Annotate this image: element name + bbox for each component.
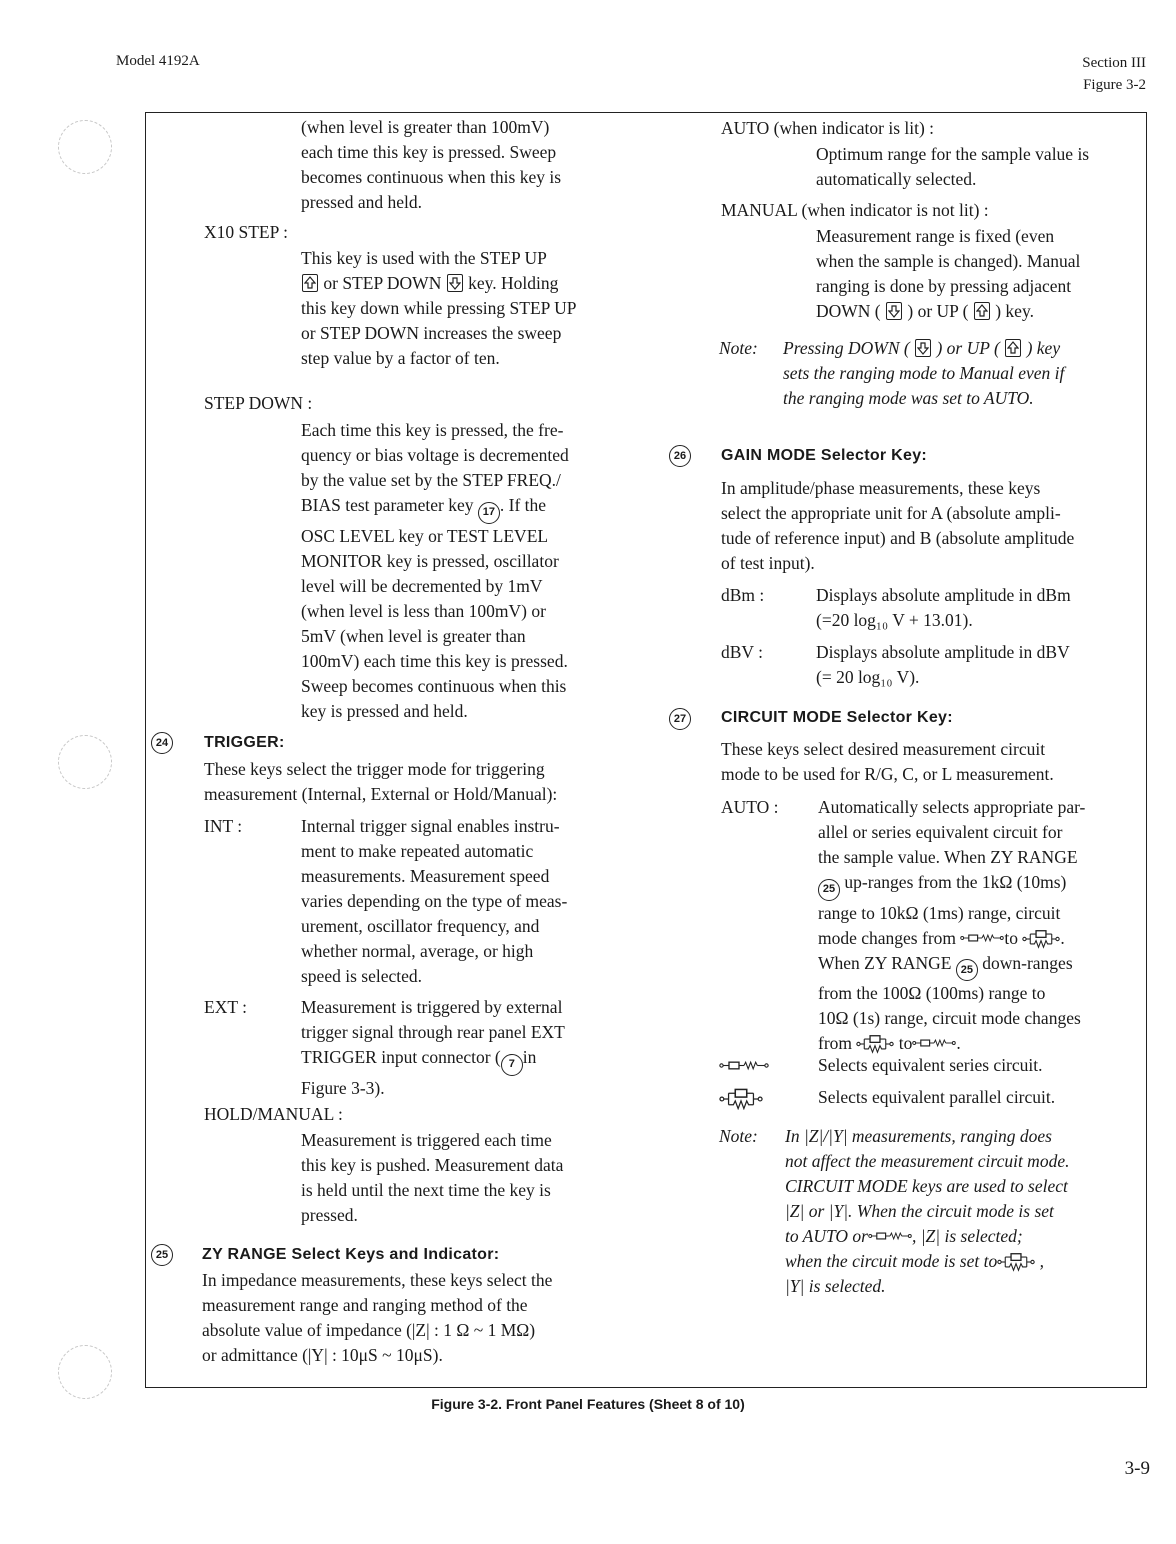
text-line: from to . (818, 1033, 961, 1053)
parallel-circuit-icon (997, 1252, 1035, 1272)
text-line: measurement range and ranging method of the (202, 1295, 528, 1315)
text-line: when the sample is changed). Manual (816, 251, 1081, 271)
circuit-auto-label: AUTO : (721, 797, 779, 817)
text-line: from the 100Ω (100ms) range to (818, 983, 1046, 1003)
text-line: not affect the measurement circuit mode. (785, 1151, 1070, 1171)
text-span: to (1004, 927, 1019, 948)
circuit-mode-heading: CIRCUIT MODE Selector Key: (721, 709, 953, 726)
text-span: ) or UP ( (936, 338, 1000, 358)
text-line: Internal trigger signal enables instru- (301, 816, 560, 836)
callout-24: 24 (151, 732, 173, 754)
hold-manual-description (301, 1128, 625, 1228)
text-line: each time this key is pressed. Sweep (301, 142, 557, 162)
text-line: Automatically selects appropriate par- (818, 797, 1086, 817)
text-line: sets the ranging mode to Manual even if (783, 363, 1065, 383)
text-line: level will be decremented by 1mV (301, 575, 543, 596)
callout-25-icon: 25 (818, 879, 840, 901)
text-span: When ZY RANGE (818, 952, 952, 973)
parallel-circuit-icon (856, 1034, 894, 1054)
text-line: this key is pushed. Measurement data (301, 1155, 564, 1175)
text-line: of test input). (721, 553, 815, 573)
manual-label: MANUAL (when indicator is not lit) : (721, 200, 989, 220)
zy-range-description (202, 1268, 625, 1368)
text-line: In impedance measurements, these keys select the (202, 1270, 553, 1290)
text-line: |Y| is selected. (785, 1276, 886, 1296)
text-span: TRIGGER input connector ( (301, 1047, 501, 1067)
series-circuit-symbol-icon (719, 1059, 769, 1072)
text-line: measurements. Measurement speed (301, 866, 550, 886)
text-line: by the value set by the STEP FREQ./ (301, 470, 561, 490)
int-description (301, 814, 625, 989)
text-line: pressed and held. (301, 192, 423, 212)
text-span: or STEP DOWN (323, 273, 442, 293)
step-down-key-icon (447, 274, 463, 292)
text-line: Optimum range for the sample value is (816, 144, 1090, 164)
text-line: becomes continuous when this key is (301, 167, 562, 187)
x10-step-label: X10 STEP : (204, 222, 288, 242)
text-line: measurement (Internal, External or Hold/Manual): (204, 784, 558, 804)
text-line: In amplitude/phase measurements, these keys (721, 478, 1041, 498)
dbv-label: dBV : (721, 642, 763, 662)
text-line: (= 20 log₁₀ V). (816, 667, 920, 687)
parallel-circuit-symbol-icon (719, 1088, 763, 1110)
gain-mode-description (721, 476, 1139, 576)
text-line: this key down while pressing STEP UP (301, 298, 577, 318)
text-line (818, 870, 1139, 901)
header-section (1082, 52, 1146, 96)
text-line: ment to make repeated automatic (301, 841, 534, 861)
series-circuit-icon (868, 1230, 912, 1242)
note2-label: Note: (719, 1126, 758, 1146)
text-line: Measurement range is fixed (even (816, 226, 1055, 246)
binder-hole-bottom (58, 1345, 112, 1399)
text-line: or admittance (|Y| : 10μS ~ 10μS). (202, 1345, 443, 1365)
text-line (301, 1045, 625, 1076)
text-line (301, 493, 625, 524)
step-up-key-icon (302, 274, 318, 292)
text-line: step value by a factor of ten. (301, 348, 500, 368)
note-ranging (783, 336, 1139, 411)
circuit-auto-description (818, 795, 1139, 1056)
ext-description (301, 995, 625, 1101)
parallel-circuit-text (818, 1085, 1055, 1110)
text-span: DOWN ( (816, 301, 881, 321)
text-span: Selects equivalent parallel circuit. (818, 1087, 1056, 1107)
text-line: These keys select the trigger mode for triggering (204, 759, 545, 779)
dbv-description (816, 640, 1139, 690)
trigger-intro (204, 757, 625, 807)
text-span: Selects equivalent series circuit. (818, 1055, 1043, 1075)
text-line: quency or bias voltage is decremented (301, 445, 569, 465)
int-label: INT : (204, 816, 243, 836)
text-span: to AUTO or (785, 1226, 868, 1246)
page-number: 3-9 (1124, 1458, 1150, 1479)
text-line: pressed. (301, 1205, 358, 1225)
text-line: tude of reference input) and B (absolute amplitude (721, 528, 1075, 548)
parallel-circuit-icon (1022, 929, 1060, 949)
text-line: CIRCUIT MODE keys are used to select (785, 1176, 1068, 1196)
text-line: when the circuit mode is set to , (785, 1251, 1044, 1271)
up-key-icon (1005, 339, 1021, 357)
circuit-mode-description (721, 737, 1139, 787)
zy-range-heading: ZY RANGE Select Keys and Indicator: (202, 1246, 500, 1263)
down-key-icon (915, 339, 931, 357)
text-span: mode changes from (818, 927, 957, 948)
text-line (783, 336, 1139, 361)
binder-hole-top (58, 120, 112, 174)
text-line: the sample value. When ZY RANGE (818, 847, 1078, 867)
note-circuit-mode (785, 1124, 1139, 1299)
text-line: key is pressed and held. (301, 700, 468, 721)
text-line: (=20 log₁₀ V + 13.01). (816, 610, 973, 630)
binder-hole-middle (58, 735, 112, 789)
text-line: automatically selected. (816, 169, 977, 189)
text-line: whether normal, average, or high (301, 941, 534, 961)
text-line: allel or series equivalent circuit for (818, 822, 1063, 842)
text-line: These keys select desired measurement circuit (721, 739, 1046, 759)
text-line (816, 299, 1139, 324)
text-line: 5mV (when level is greater than (301, 625, 526, 646)
text-line: Displays absolute amplitude in dBV (816, 642, 1070, 662)
callout-25: 25 (151, 1244, 173, 1266)
continued-paragraph (301, 115, 625, 215)
dbm-description (816, 583, 1139, 633)
text-line: Measurement is triggered by external (301, 997, 563, 1017)
text-line: (when level is greater than 100mV) (301, 117, 550, 137)
trigger-heading: TRIGGER: (204, 734, 285, 751)
text-span: Pressing DOWN ( (783, 338, 910, 358)
text-line: Each time this key is pressed, the fre- (301, 420, 564, 440)
text-line (785, 1224, 1139, 1249)
manual-description (816, 224, 1139, 324)
text-line: or STEP DOWN increases the sweep (301, 323, 562, 343)
text-line: Sweep becomes continuous when this (301, 675, 567, 696)
text-span: key. Holding (468, 273, 559, 293)
step-down-label: STEP DOWN : (204, 393, 313, 413)
gain-mode-heading: GAIN MODE Selector Key: (721, 447, 928, 464)
text-line: Figure 3-3). (301, 1077, 385, 1098)
step-down-description (301, 418, 625, 724)
text-line (818, 951, 1139, 982)
hold-manual-label: HOLD/MANUAL : (204, 1104, 343, 1124)
text-span: ) key. (995, 301, 1034, 321)
text-line (301, 271, 625, 296)
x10-step-description (301, 246, 625, 371)
text-span: in (522, 1047, 537, 1067)
text-line: Measurement is triggered each time (301, 1130, 552, 1150)
series-circuit-icon (960, 932, 1004, 944)
text-line: Displays absolute amplitude in dBm (816, 585, 1071, 605)
header-model: Model 4192A (116, 53, 200, 69)
text-line: (when level is less than 100mV) or (301, 600, 546, 621)
callout-25-icon: 25 (956, 959, 978, 981)
auto-label: AUTO (when indicator is lit) : (721, 118, 935, 138)
text-line: the ranging mode was set to AUTO. (783, 388, 1034, 408)
text-span: when the circuit mode is set to (785, 1251, 998, 1271)
ext-label: EXT : (204, 997, 247, 1017)
text-line: OSC LEVEL key or TEST LEVEL (301, 525, 549, 546)
text-line: mode changes from to . (818, 927, 1065, 948)
header-figure-label: Figure 3-2 (1083, 77, 1146, 93)
text-line: speed is selected. (301, 966, 422, 986)
text-line: absolute value of impedance (|Z| : 1 Ω ~ 1 MΩ) (202, 1320, 536, 1340)
text-line: select the appropriate unit for A (absolute ampli- (721, 503, 1061, 523)
text-span: up-ranges from the 1kΩ (10ms) (844, 872, 1067, 892)
text-line: varies depending on the type of meas- (301, 891, 568, 911)
text-line: ranging is done by pressing adjacent (816, 276, 1072, 296)
text-span: . If the (499, 495, 547, 515)
text-line: urement, oscillator frequency, and (301, 916, 540, 936)
dbm-label: dBm : (721, 585, 765, 605)
text-span: , |Z| is selected; (912, 1226, 1023, 1246)
series-circuit-icon (912, 1037, 956, 1049)
text-span: down-ranges (982, 952, 1073, 973)
text-line: is held until the next time the key is (301, 1180, 551, 1200)
callout-7-icon: 7 (501, 1054, 523, 1076)
text-line: 10Ω (1s) range, circuit mode changes (818, 1008, 1081, 1028)
series-circuit-text (818, 1053, 1043, 1078)
text-line: range to 10kΩ (1ms) range, circuit (818, 902, 1061, 923)
text-line: trigger signal through rear panel EXT (301, 1022, 565, 1042)
text-line: 100mV) each time this key is pressed. (301, 650, 568, 671)
text-line: In |Z|/|Y| measurements, ranging does (785, 1126, 1052, 1146)
callout-17-icon: 17 (478, 502, 500, 524)
text-span: to (898, 1033, 913, 1053)
note-label: Note: (719, 338, 758, 358)
text-span: BIAS test parameter key (301, 495, 474, 515)
text-line: This key is used with the STEP UP (301, 248, 547, 268)
up-key-icon (974, 302, 990, 320)
text-span: ) key (1026, 338, 1061, 358)
text-line: |Z| or |Y|. When the circuit mode is set (785, 1201, 1054, 1221)
auto-description (816, 142, 1139, 192)
figure-caption: Figure 3-2. Front Panel Features (Sheet 8 of 10) (431, 1396, 745, 1412)
header-section-label: Section III (1082, 55, 1146, 71)
callout-26: 26 (669, 445, 691, 467)
text-span: ) or UP ( (907, 301, 969, 321)
text-line: MONITOR key is pressed, oscillator (301, 550, 559, 571)
down-key-icon (886, 302, 902, 320)
text-span: from (818, 1033, 853, 1053)
text-line: mode to be used for R/G, C, or L measurement. (721, 764, 1054, 784)
callout-27: 27 (669, 708, 691, 730)
